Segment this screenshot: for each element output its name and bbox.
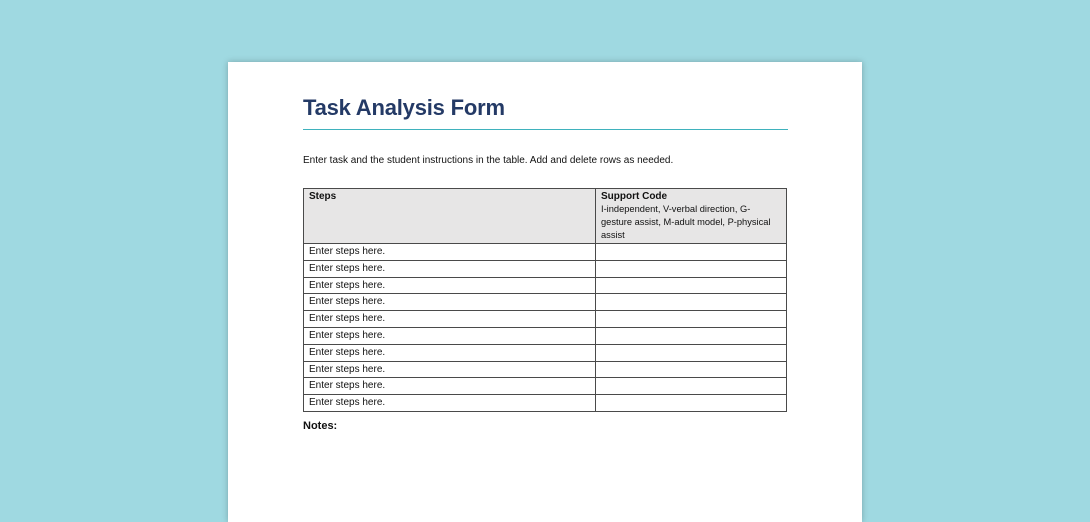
document-page xyxy=(228,62,862,522)
step-cell[interactable]: Enter steps here. xyxy=(304,378,596,395)
step-cell[interactable]: Enter steps here. xyxy=(304,361,596,378)
support-code-cell[interactable] xyxy=(596,311,787,328)
table-row xyxy=(304,244,787,261)
steps-header xyxy=(304,189,596,244)
support-code-header-label: Support Code xyxy=(601,191,668,202)
support-code-cell[interactable] xyxy=(596,277,787,294)
steps-header-label: Steps xyxy=(309,191,337,202)
table-row xyxy=(304,294,787,311)
table-row xyxy=(304,311,787,328)
table-row xyxy=(304,344,787,361)
table-row xyxy=(304,277,787,294)
support-code-legend: I-independent, V-verbal direction, G-gesture assist, M-adult model, P-physical assist xyxy=(601,204,771,240)
table-row xyxy=(304,395,787,412)
table-row xyxy=(304,327,787,344)
support-code-cell[interactable] xyxy=(596,344,787,361)
step-cell[interactable]: Enter steps here. xyxy=(304,244,596,261)
step-cell[interactable]: Enter steps here. xyxy=(304,294,596,311)
table-row xyxy=(304,361,787,378)
step-cell[interactable]: Enter steps here. xyxy=(304,395,596,412)
support-code-cell[interactable] xyxy=(596,361,787,378)
support-code-cell[interactable] xyxy=(596,244,787,261)
step-cell[interactable]: Enter steps here. xyxy=(304,260,596,277)
document-title: Task Analysis Form xyxy=(303,95,505,120)
support-code-cell[interactable] xyxy=(596,378,787,395)
support-code-cell[interactable] xyxy=(596,395,787,412)
table-row xyxy=(304,378,787,395)
step-cell[interactable]: Enter steps here. xyxy=(304,277,596,294)
task-analysis-table xyxy=(303,188,787,412)
step-cell[interactable]: Enter steps here. xyxy=(304,327,596,344)
table-header-row xyxy=(304,189,787,244)
intro-text: Enter task and the student instructions in the table. Add and delete rows as needed. xyxy=(303,155,674,166)
step-cell[interactable]: Enter steps here. xyxy=(304,344,596,361)
title-divider xyxy=(303,129,788,130)
support-code-header xyxy=(596,189,787,244)
notes-label: Notes: xyxy=(303,420,338,432)
table-row xyxy=(304,260,787,277)
support-code-cell[interactable] xyxy=(596,327,787,344)
step-cell[interactable]: Enter steps here. xyxy=(304,311,596,328)
support-code-cell[interactable] xyxy=(596,294,787,311)
support-code-cell[interactable] xyxy=(596,260,787,277)
